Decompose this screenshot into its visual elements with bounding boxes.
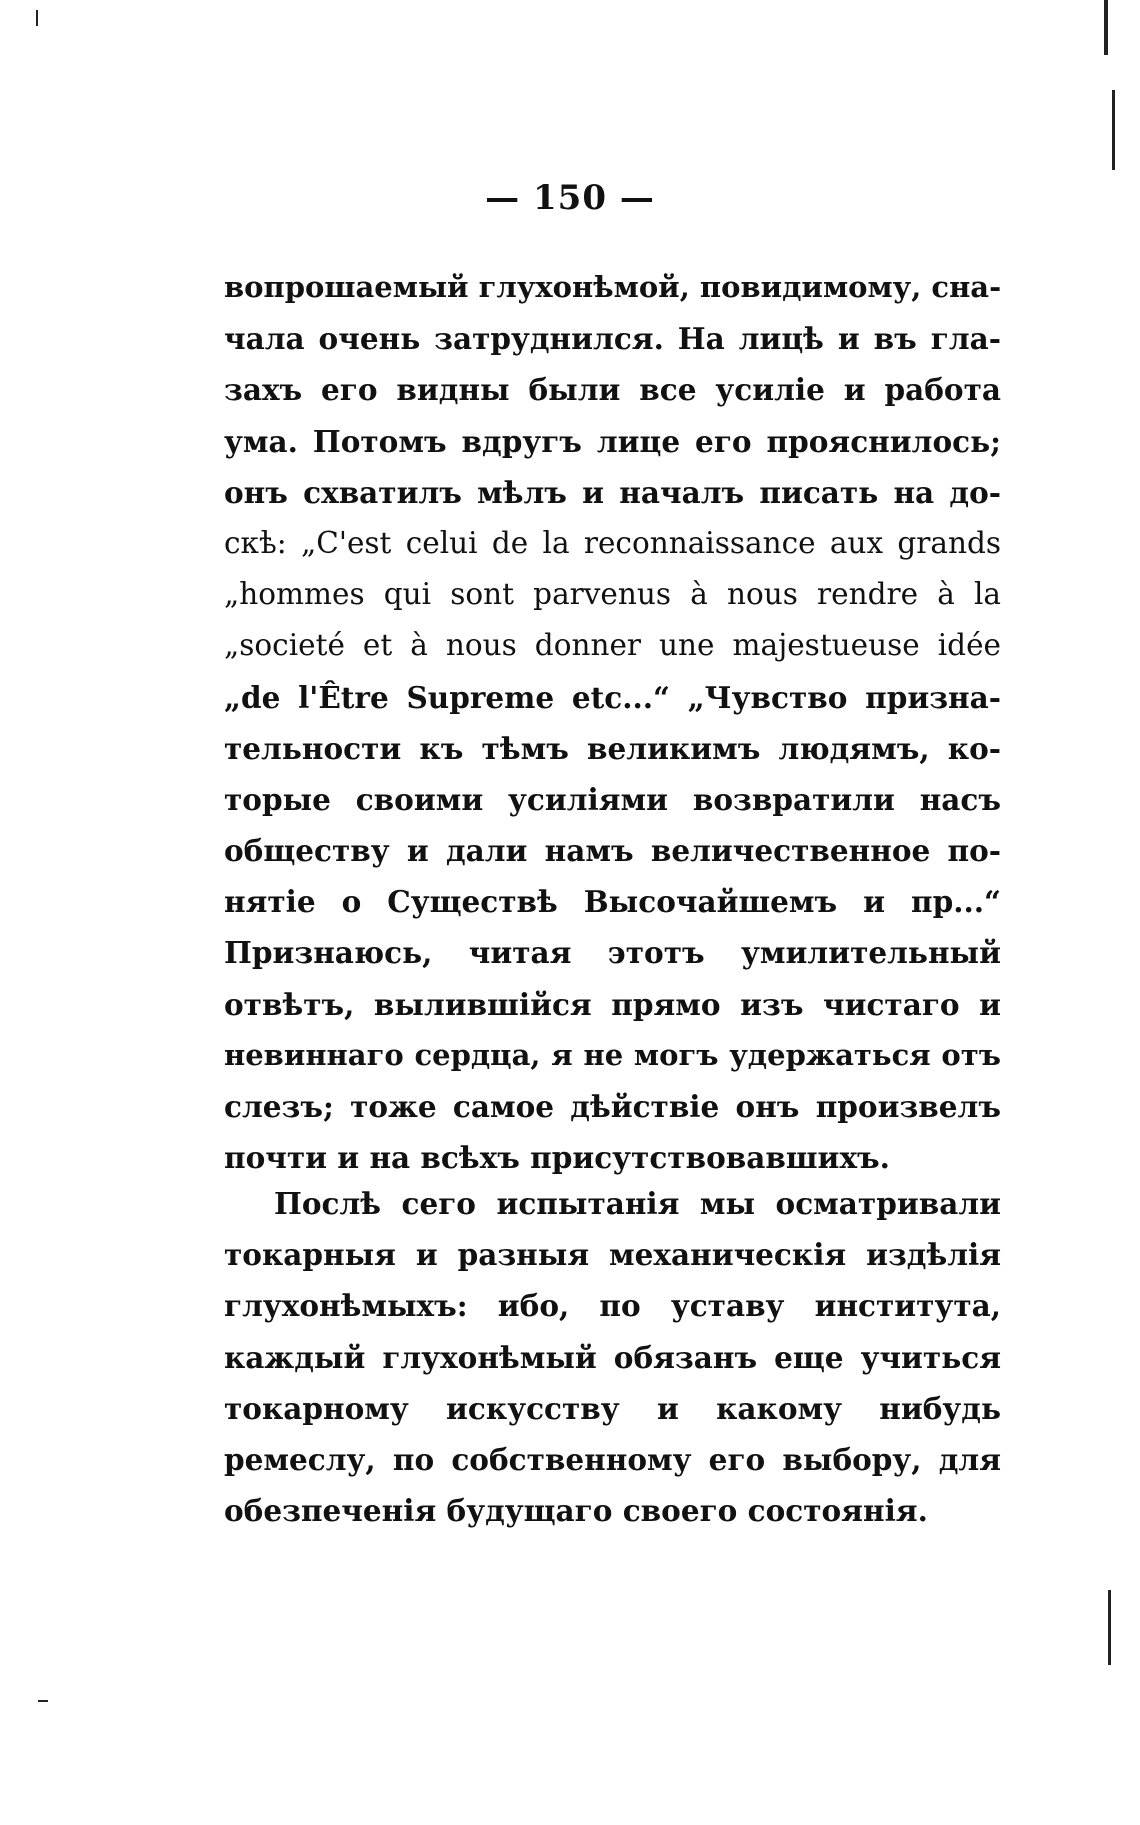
text-line: торые своими усилiями возвратили насъ <box>224 781 1001 817</box>
text-line: онъ схватилъ мѣлъ и началъ писать на до- <box>224 474 1001 510</box>
text-line: обществу и дали намъ величественное по- <box>224 833 1001 869</box>
text-line: ума. Потомъ вдругъ лице его прояснилось; <box>224 423 1001 459</box>
text-line: „de l'Être Supreme etc...“ „Чувство призна- <box>224 679 1001 715</box>
scan-edge-mark <box>36 10 38 26</box>
text-line: нятiе о Существѣ Высочайшемъ и пр...“ <box>224 884 1001 920</box>
scan-edge-mark <box>1108 1590 1111 1665</box>
text-line: вопрошаемый глухонѣмой, повидимому, сна- <box>224 270 1002 304</box>
paragraph-2 <box>224 1178 1001 1536</box>
text-line: отвѣтъ, вылившiйся прямо изъ чистаго и <box>224 986 1001 1022</box>
text-line: слезъ; тоже самое дѣйствiе онъ произвелъ <box>224 1089 1001 1124</box>
scan-edge-mark <box>38 1700 48 1702</box>
text-line-french: скѣ: „C'est celui de la reconnaissance aux grands <box>224 525 1001 560</box>
scan-edge-mark <box>1112 90 1115 170</box>
text-line: токарному искусству и какому нибудь <box>224 1390 1001 1426</box>
text-line: Послѣ сего испытанiя мы осматривали <box>274 1186 1001 1221</box>
text-line: невиннаго сердца, я не могъ удержаться отъ <box>224 1037 1001 1072</box>
text-line: чала очень затруднился. На лицѣ и въ гла- <box>224 321 1001 357</box>
text-line: глухонѣмыхъ: ибо, по уставу института, <box>224 1288 1001 1324</box>
text-line: ремеслу, по собственному его выбору, для <box>224 1441 1001 1477</box>
text-line: Признаюсь, читая этотъ умилительный <box>224 935 1001 971</box>
text-line: обезпеченiя будущаго своего состоянiя. <box>224 1493 928 1529</box>
scan-edge-mark <box>1104 0 1108 55</box>
text-line: каждый глухонѣмый обязанъ еще учиться <box>224 1339 1001 1375</box>
paragraph-1 <box>224 262 1001 1183</box>
page-number: — 150 — <box>485 178 655 218</box>
text-line: тельности къ тѣмъ великимъ людямъ, ко- <box>224 730 1001 766</box>
text-line: токарныя и разныя механическiя издѣлiя <box>224 1237 1001 1273</box>
text-line: захъ его видны были все усилiе и работа <box>224 372 1001 408</box>
text-line-french: „societé et à nous donner une majestueuse idée <box>224 628 1001 663</box>
text-line-french: „hommes qui sont parvenus à nous rendre à la <box>224 577 1001 612</box>
text-line: почти и на всѣхъ присутствовавшихъ. <box>224 1140 890 1176</box>
